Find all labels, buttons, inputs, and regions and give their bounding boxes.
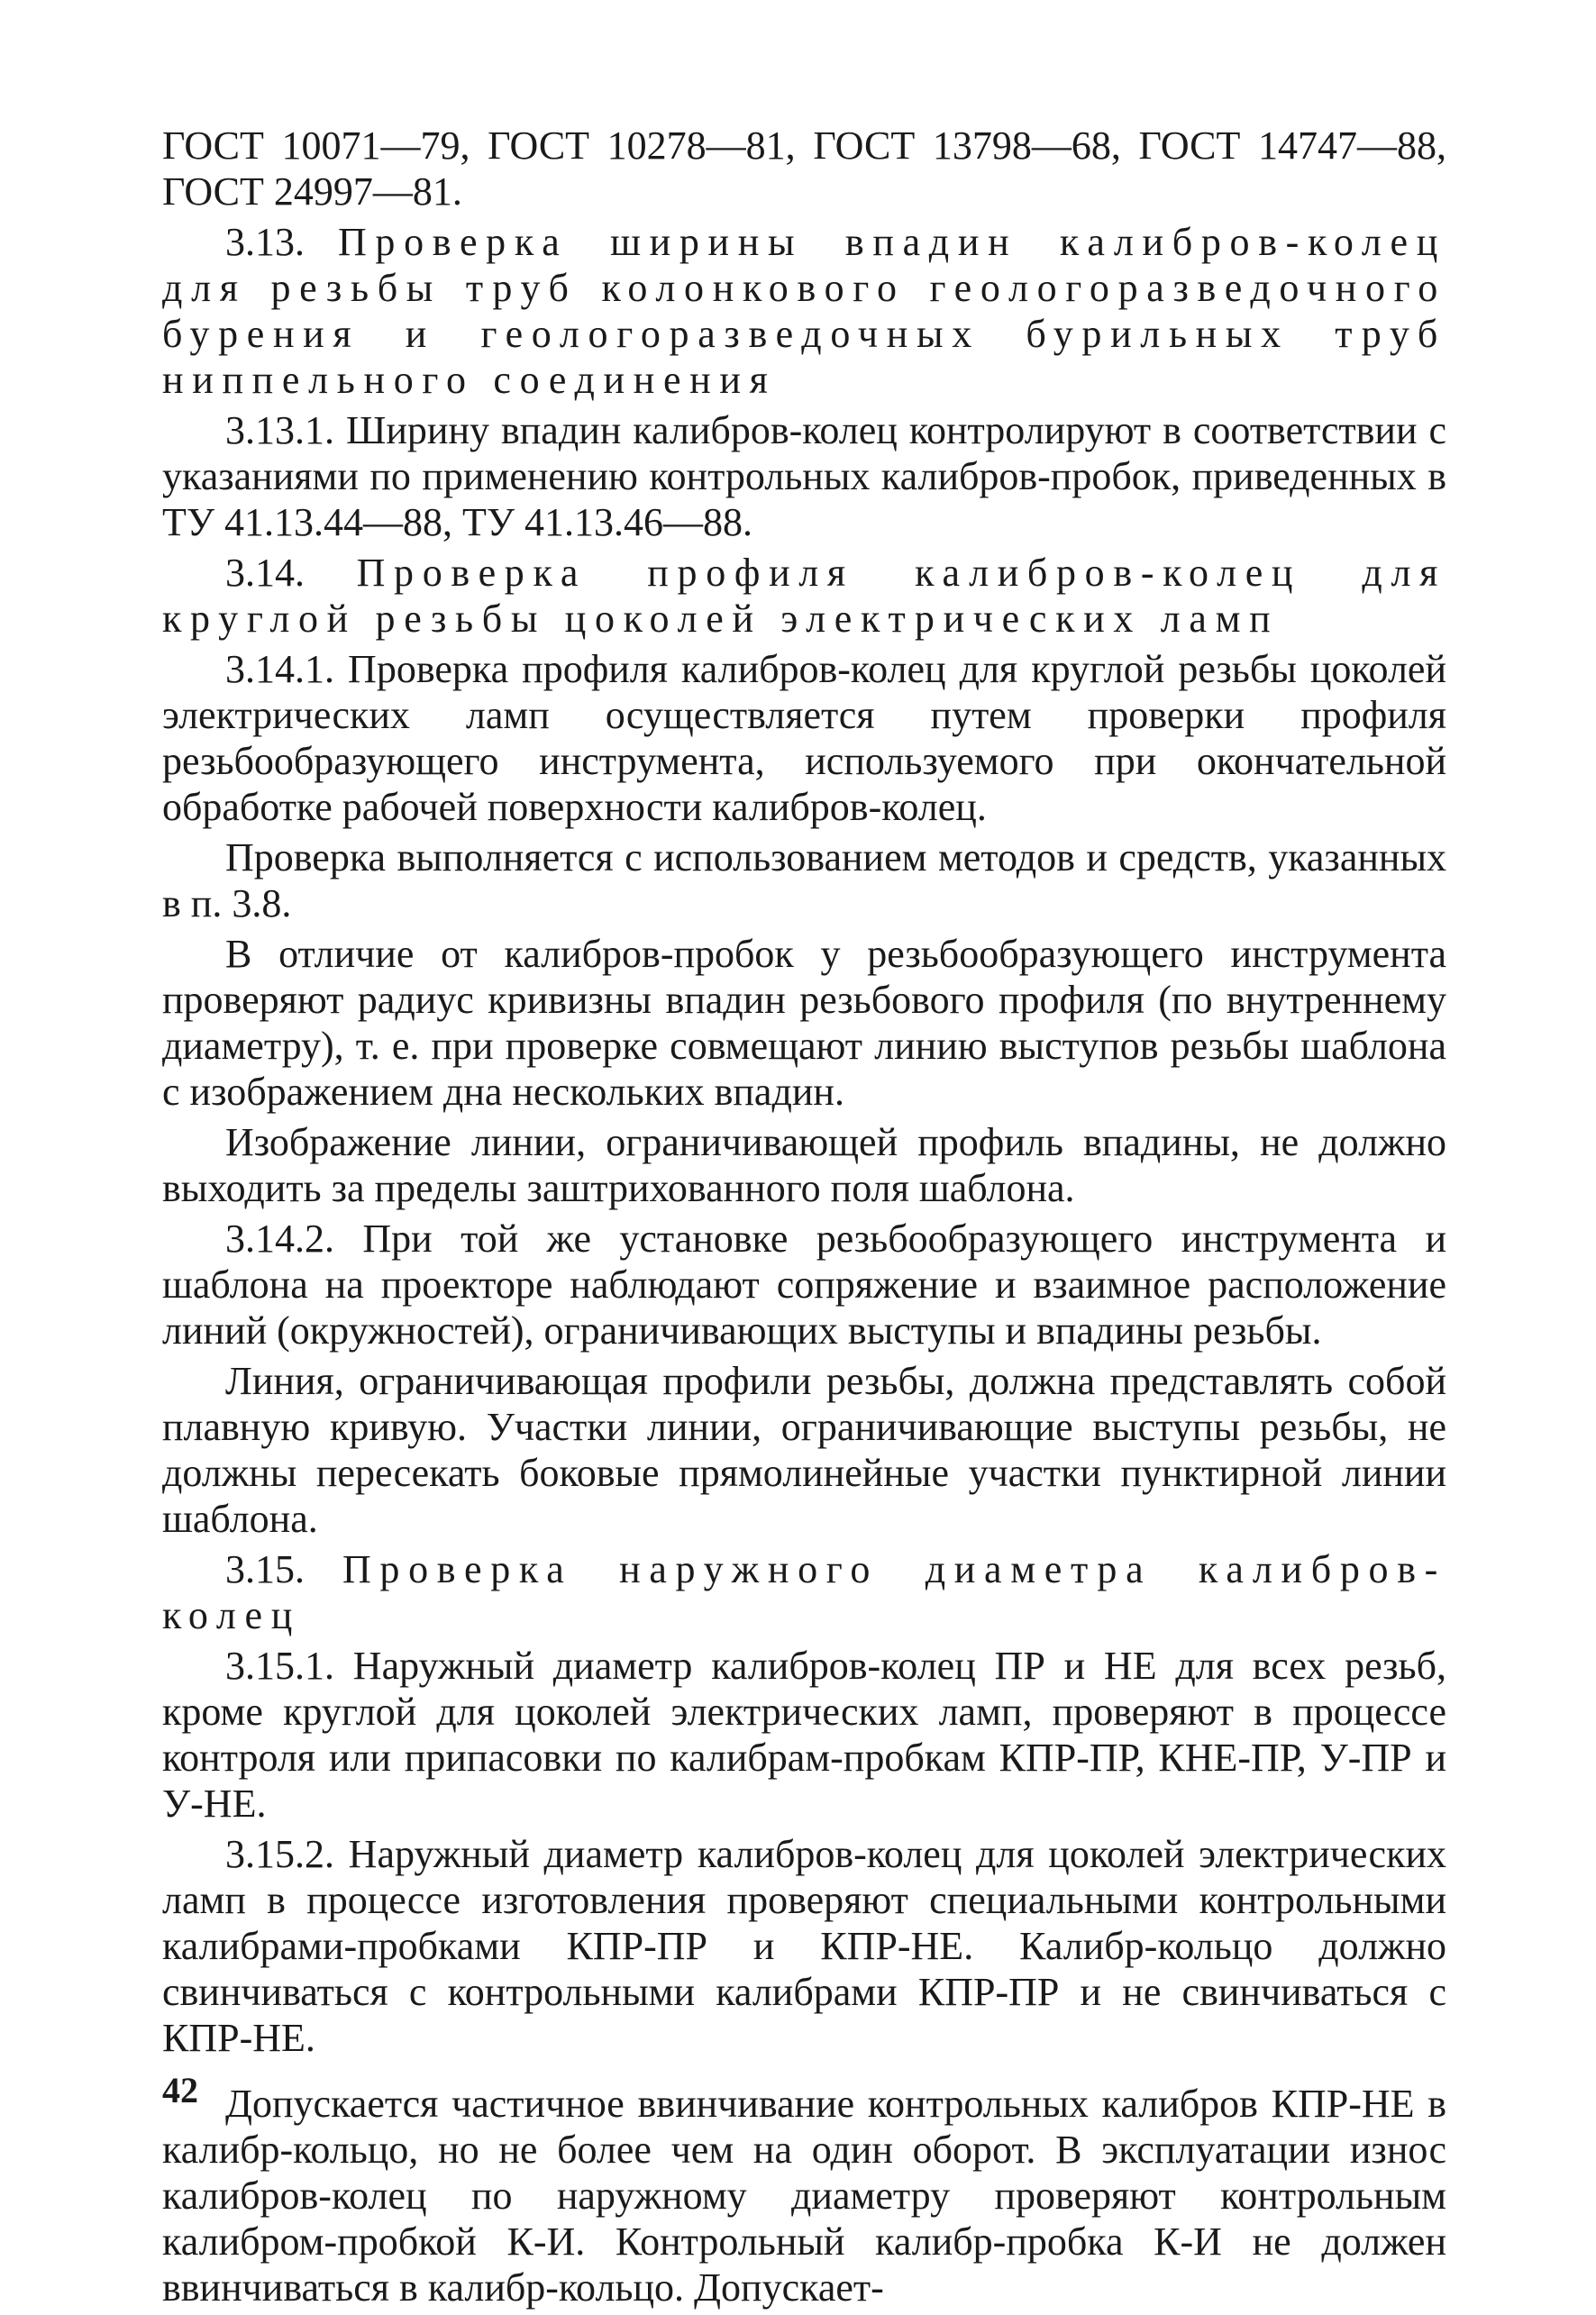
paragraph-3-15-1: 3.15.1. Наружный диаметр калибров-колец ПР и НЕ для всех резьб, кроме круглой для цоколей электрических ламп, проверяют в процессе контроля или припасовки по калибрам-пробкам КПР-ПР, КНЕ-ПР, У-ПР и У-НЕ. <box>162 1644 1446 1826</box>
paragraph-standards-list: ГОСТ 10071—79, ГОСТ 10278—81, ГОСТ 13798—68, ГОСТ 14747—88, ГОСТ 24997—81. <box>162 123 1446 214</box>
paragraph-3-14-2: 3.14.2. При той же установке резьбообразующего инструмента и шаблона на проекторе наблюдают сопряжение и взаимное расположение линий (окружностей), ограничивающих выступы и впадины резьбы. <box>162 1217 1446 1353</box>
section-title: Проверка ширины впадин калибров-колец для резьбы труб колонкового геологоразведочного бурения и геологоразведочных бурильных труб ниппельного соединения <box>162 220 1446 402</box>
section-title: Проверка профиля калибров-колец для круглой резьбы цоколей электрических ламп <box>162 551 1446 641</box>
paragraph-3-14-1: 3.14.1. Проверка профиля калибров-колец для круглой резьбы цоколей электрических ламп осуществляется путем проверки профиля резьбообразующего инструмента, используемого при окончательной обработке рабочей поверхности калибров-колец. <box>162 647 1446 829</box>
section-number: 3.14. <box>225 551 305 595</box>
paragraph-3-14-1-methods: Проверка выполняется с использованием методов и средств, указанных в п. 3.8. <box>162 835 1446 925</box>
paragraph-3-13-1: 3.13.1. Ширину впадин калибров-колец контролируют в соответствии с указаниями по применению контрольных калибров-пробок, приведенных в ТУ 41.13.44—88, ТУ 41.13.46—88. <box>162 408 1446 544</box>
section-number: 3.15. <box>225 1547 305 1591</box>
paragraph-3-14-1-boundary: Изображение линии, ограничивающей профиль впадины, не должно выходить за пределы заштрихованного поля шаблона. <box>162 1120 1446 1210</box>
section-3-15-heading <box>162 1546 1446 1638</box>
section-3-13-heading <box>162 219 1446 403</box>
paragraph-3-14-1-difference: В отличие от калибров-пробок у резьбообразующего инструмента проверяют радиус кривизны впадин резьбового профиля (по внутреннему диаметру), т. е. при проверке совмещают линию выступов резьбы шаблона с изображением дна нескольких впадин. <box>162 932 1446 1114</box>
paragraph-3-14-2-curve: Линия, ограничивающая профили резьбы, должна представлять собой плавную кривую. Участки линии, ограничивающие выступы резьбы, не должны пересекать боковые прямолинейные участки пунктирной линии шаблона. <box>162 1359 1446 1541</box>
paragraph-3-15-2-tolerance: Допускается частичное ввинчивание контрольных калибров КПР-НЕ в калибр-кольцо, но не более чем на один оборот. В эксплуатации износ калибров-колец по наружному диаметру проверяют контрольным калибром-пробкой К-И. Контрольный калибр-пробка К-И не должен ввинчиваться в калибр-кольцо. Допускает- <box>162 2082 1446 2310</box>
document-page <box>162 123 1446 2315</box>
section-3-14-heading <box>162 550 1446 642</box>
page-number: 42 <box>162 2070 198 2110</box>
section-title: Проверка наружного диаметра калибров-колец <box>162 1547 1446 1637</box>
section-number: 3.13. <box>225 220 305 264</box>
paragraph-3-15-2: 3.15.2. Наружный диаметр калибров-колец для цоколей электрических ламп в процессе изготовления проверяют специальными контрольными калибрами-пробками КПР-ПР и КПР-НЕ. Калибр-кольцо должно свинчиваться с контрольными калибрами КПР-ПР и не свинчиваться с КПР-НЕ. <box>162 1832 1446 2060</box>
